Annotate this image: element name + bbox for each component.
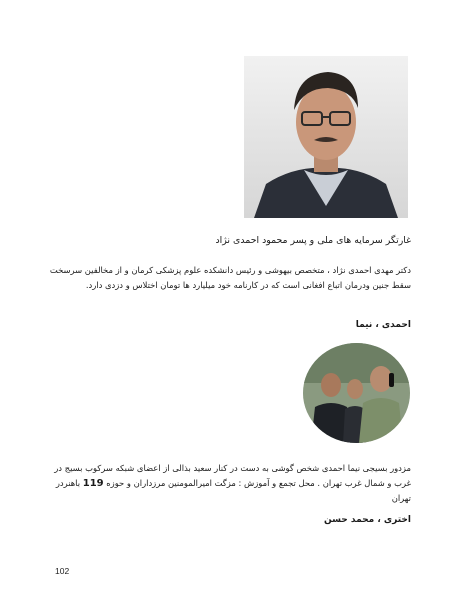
description-text-part2: باهنردر تهران [55, 478, 411, 503]
district-number: 119 [82, 478, 104, 489]
page-number: 102 [55, 566, 70, 576]
description-paragraph [47, 461, 411, 506]
entry-heading: احمدی ، نیما [355, 320, 411, 330]
photo-caption: غارتگر سرمایه های ملی و پسر محمود احمدی نژاد [215, 235, 411, 246]
bio-paragraph: دکتر مهدی احمدی نژاد ، متخصص بیهوشی و رئیس دانشکده علوم پزشکی کرمان و از مخالفین سرسخت سقط جنین ودرمان اتباع افغانی است که در کارنامه خود میلیارد ها تومان اختلاس و دزدی دارد. [49, 265, 411, 290]
group-photo [303, 343, 410, 443]
entry-heading-next: اختری ، محمد حسن [324, 515, 411, 525]
portrait-photo [244, 56, 408, 218]
description-text-part1: مزدور بسیجی نیما احمدی شخص گوشی به دست در کنار سعید بذالی از اعضای شبکه سرکوب بسیج در غرب و شمال غرب تهران . محل تجمع و آموزش : مزگت امیرالمومنین مرزداران و حوزه [54, 463, 411, 488]
